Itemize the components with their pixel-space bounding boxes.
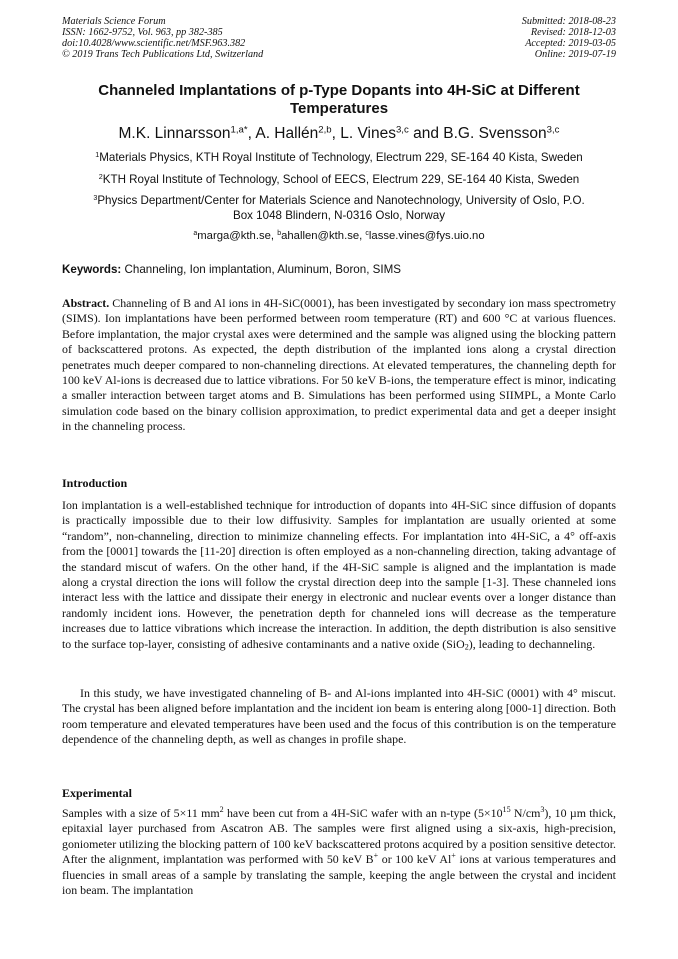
section-heading-introduction: Introduction — [62, 476, 128, 490]
date-submitted: Submitted: 2018-08-23 — [521, 16, 616, 27]
author-separator: and — [408, 125, 444, 142]
affiliation-text: KTH Royal Institute of Technology, School of EECS, Electrum 229, SE-164 40 Kista, Sweden — [102, 173, 580, 186]
author-affiliation-mark: 3,c — [395, 124, 409, 136]
superscript: 2 — [219, 805, 224, 815]
journal-name: Materials Science Forum — [62, 16, 166, 27]
superscript: + — [451, 851, 456, 861]
author-separator: , — [331, 125, 341, 142]
email-link[interactable]: lasse.vines@fys.uio.no — [368, 230, 485, 242]
paragraph-text: ), leading to dechanneling. — [468, 636, 596, 651]
keywords — [62, 262, 616, 277]
section-heading-experimental: Experimental — [62, 786, 132, 800]
author-affiliation-mark: 2,b — [318, 124, 332, 136]
journal-copyright: © 2019 Trans Tech Publications Ltd, Switzerland — [62, 49, 264, 60]
author-name: A. Hallén — [255, 125, 319, 142]
date-revised: Revised: 2018-12-03 — [530, 27, 616, 38]
paragraph-text: or 100 keV Al — [378, 852, 452, 867]
email-mark: b — [277, 230, 282, 238]
superscript: 15 — [502, 805, 511, 815]
paragraph-text: Ion implantation is a well-established technique for introduction of dopants into 4H-SiC since diffusion of dopants is practically impossible due to their low diffusivity. Samples for implantation are usually oriented at some “random”, non-channeling, direction to minimize channeling effects. For implantation into 4H-SiC, a 4° off-axis from the [0001] towards the [11-20] direction is often employed as a non-channeling direction, taking advantage of the standard miscut of wafers. On the other hand, if the 4H-SiC sample is aligned and the implantation is made along a crystal direction the ions will follow the crystal direction deep into the sample [1-3]. These channeled ions interact less with the lattice and dissipate their energy in electronic and nuclear events over a longer distance than randomly incident ions. However, the penetration depth for channeled ions will decrease as the temperature increases due to lattice vibrations which increase the interaction. In addition, the depth distribution is also sensitive to the surface top-layer, consisting of adhesive contaminants and a native oxide (SiO — [62, 498, 616, 651]
journal-issn: ISSN: 1662-9752, Vol. 963, pp 382-385 — [62, 27, 223, 38]
superscript: 3 — [540, 805, 545, 815]
introduction-paragraph-1 — [62, 498, 616, 652]
superscript: + — [373, 851, 379, 861]
paper-title: Channeled Implantations of p-Type Dopants into 4H-SiC at Different Temperatures — [98, 82, 580, 117]
affiliation-1 — [62, 150, 616, 165]
email-link[interactable]: marga@kth.se — [197, 230, 271, 242]
author-name: B.G. Svensson — [443, 125, 547, 142]
paragraph-text: Samples with a size of 5×11 mm — [62, 806, 220, 820]
author-affiliation-mark: 1,a* — [230, 124, 248, 136]
journal-doi[interactable]: doi:10.4028/www.scientific.net/MSF.963.382 — [62, 38, 246, 49]
author-affiliation-mark: 3,c — [546, 124, 560, 136]
paragraph-text: N/cm — [510, 806, 541, 820]
date-accepted: Accepted: 2019-03-05 — [525, 38, 616, 49]
author-emails — [62, 229, 616, 243]
publication-dates — [522, 16, 616, 60]
experimental-paragraph — [62, 806, 616, 898]
author-separator: , — [247, 125, 256, 142]
affiliation-mark: 3 — [93, 193, 98, 203]
paragraph-text: ions at various temperatures and fluencies in small areas of a sample by translating the sample, keeping the angle between the crystal and incident ion beam. The implantation — [62, 852, 617, 898]
affiliation-2 — [62, 172, 616, 187]
author-name: M.K. Linnarsson — [118, 125, 231, 142]
subscript: 2 — [464, 642, 469, 652]
author-list — [62, 124, 616, 143]
keywords-label: Keywords: — [62, 263, 122, 276]
paragraph-text: ), 10 µm thick, epitaxial layer purchased from Ascatron AB. The samples were first aligned using a six-axis, high-precision, goniometer utilizing the blocking pattern of 100 keV backscattered protons acquired by a position sensitive detector. After the alignment, implantation was performed with 50 keV B — [62, 806, 616, 867]
abstract — [62, 296, 616, 435]
keywords-text: Channeling, Ion implantation, Aluminum, Boron, SIMS — [124, 263, 401, 276]
abstract-text: Channeling of B and Al ions in 4H-SiC(0001), has been investigated by secondary ion mass spectrometry (SIMS). Ion implantations have been performed between room temperature (RT) and 600 °C at various fluences. Before implantation, the major crystal axes were determined and the sample was aligned using the blocking pattern of backscattered protons. As expected, the depth distribution of the implanted ions along a crystal direction penetrates much deeper compared to non-channeling directions. At elevated temperatures, the channeling depth for 100 keV Al-ions is decreased due to lattice vibrations. For 50 keV B-ions, the temperature effect is minor, indicating a smaller interaction between target atoms and B. Simulations has been performed using SIIMPL, a Monte Carlo simulation code based on the binary collision approximation, to predict experimental data and get a deeper insight in the channeling process. — [62, 296, 616, 434]
paragraph-text: have been cut from a 4H-SiC wafer with an n-type (5×10 — [223, 806, 503, 820]
affiliation-3 — [92, 193, 586, 223]
journal-info — [62, 16, 263, 60]
email-mark: a — [193, 230, 198, 238]
email-link[interactable]: ahallen@kth.se — [281, 230, 360, 242]
affiliation-mark: 1 — [95, 150, 100, 160]
email-separator: , — [359, 230, 366, 242]
introduction-paragraph-2 — [62, 686, 616, 748]
affiliation-text: Physics Department/Center for Materials Science and Nanotechnology, University of Oslo, P.O. Box 1048 Blindern, N-0316 Oslo, Norway — [97, 194, 585, 222]
affiliation-text: Materials Physics, KTH Royal Institute of Technology, Electrum 229, SE-164 40 Kista, Sweden — [99, 151, 583, 164]
date-online: Online: 2019-07-19 — [534, 49, 616, 60]
affiliation-mark: 2 — [98, 172, 103, 182]
email-mark: c — [365, 230, 369, 238]
paragraph-text: In this study, we have investigated channeling of B- and Al-ions implanted into 4H-SiC (0001) with 4° miscut. The crystal has been aligned before implantation and the incident ion beam is entering along [000-1] direction. Both room temperature and elevated temperatures have been used and the focus of this contribution is on the temperature dependence of the channeling depth, as well as changes in profile shape. — [62, 686, 616, 747]
abstract-label: Abstract. — [62, 296, 110, 310]
author-name: L. Vines — [340, 125, 396, 142]
email-separator: , — [270, 230, 278, 242]
